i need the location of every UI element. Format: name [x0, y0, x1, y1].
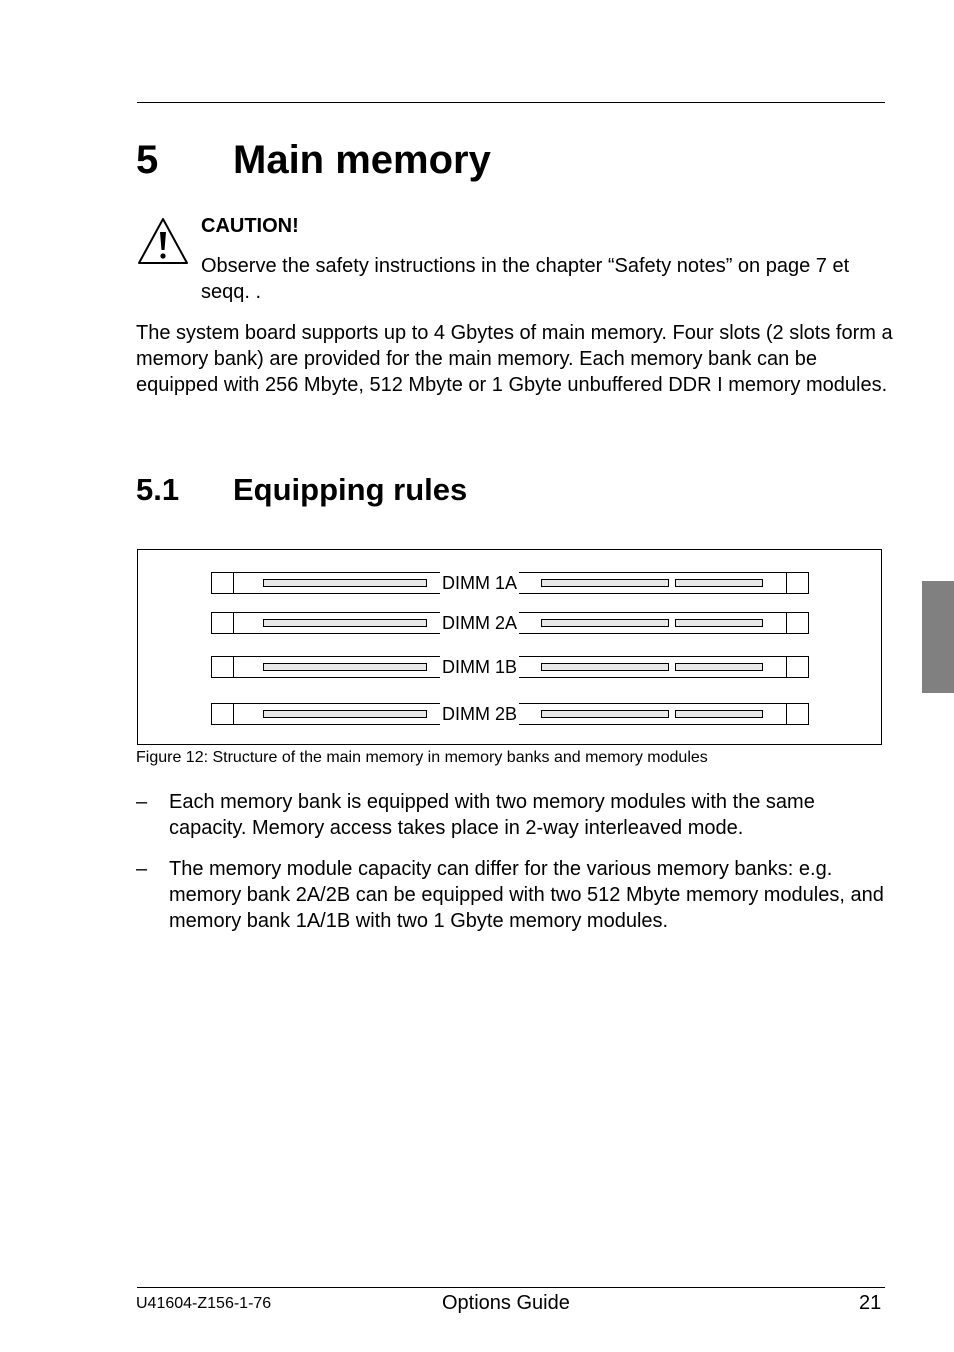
dimm-slot-2b	[211, 703, 809, 725]
slot-contacts	[263, 663, 427, 671]
figure-caption: Figure 12: Structure of the main memory in memory banks and memory modules	[136, 749, 708, 766]
slot-contacts	[263, 710, 427, 718]
slot-latch-left	[212, 573, 234, 593]
slot-contacts	[263, 619, 427, 627]
slot-contacts	[675, 710, 763, 718]
slot-latch-left	[212, 657, 234, 677]
footer-doc-code: U41604-Z156-1-76	[136, 1295, 272, 1312]
section-number: 5.1	[136, 472, 180, 507]
slot-contacts	[541, 710, 669, 718]
slot-contacts	[675, 579, 763, 587]
slot-latch-right	[786, 573, 808, 593]
slot-contacts	[263, 579, 427, 587]
memory-figure	[137, 549, 882, 745]
page-number: 21	[859, 1292, 882, 1314]
footer-rule	[137, 1287, 885, 1288]
dimm-slot-1a	[211, 572, 809, 594]
slot-latch-left	[212, 704, 234, 724]
warning-triangle-icon	[136, 216, 190, 268]
slot-latch-right	[786, 613, 808, 633]
list-dash: –	[136, 791, 148, 813]
slot-latch-left	[212, 613, 234, 633]
caution-heading: CAUTION!	[201, 215, 299, 237]
caution-text: Observe the safety instructions in the chapter “Safety notes” on page 7 et seqq. .	[201, 255, 850, 303]
dimm-slot-2a	[211, 612, 809, 634]
dimm-slot-1b	[211, 656, 809, 678]
slot-latch-right	[786, 704, 808, 724]
slot-label: DIMM 1A	[442, 573, 518, 593]
chapter-number: 5	[136, 138, 159, 182]
intro-paragraph: The system board supports up to 4 Gbytes of main memory. Four slots (2 slots form a memory bank) are provided for the main memory. Each memory bank can be equipped with 256 Mbyte, 512 Mbyte or 1 Gbyte unbuffered DDR I memory modules.	[136, 322, 893, 396]
chapter-title: Main memory	[233, 138, 491, 182]
list-item	[136, 789, 896, 841]
slot-contacts	[675, 663, 763, 671]
list-item-text: Each memory bank is equipped with two memory modules with the same capacity. Memory access takes place in 2-way interleaved mode.	[169, 791, 815, 839]
list-dash: –	[136, 858, 148, 880]
slot-contacts	[541, 619, 669, 627]
slot-label: DIMM 2A	[442, 613, 518, 633]
equipping-rules-list	[136, 789, 896, 949]
list-item-text: The memory module capacity can differ for the various memory banks: e.g. memory bank 2A/2B can be equipped with two 512 Mbyte memory modules, and memory bank 1A/1B with two 1 Gbyte memory modules.	[169, 858, 884, 932]
header-rule	[137, 102, 885, 103]
footer-title: Options Guide	[442, 1292, 570, 1314]
slot-latch-right	[786, 657, 808, 677]
list-item	[136, 856, 896, 934]
section-title: Equipping rules	[233, 472, 468, 507]
slot-label: DIMM 1B	[442, 657, 518, 677]
slot-contacts	[541, 663, 669, 671]
slot-label: DIMM 2B	[442, 704, 518, 724]
slot-contacts	[541, 579, 669, 587]
chapter-tab-marker	[922, 581, 954, 693]
slot-contacts	[675, 619, 763, 627]
